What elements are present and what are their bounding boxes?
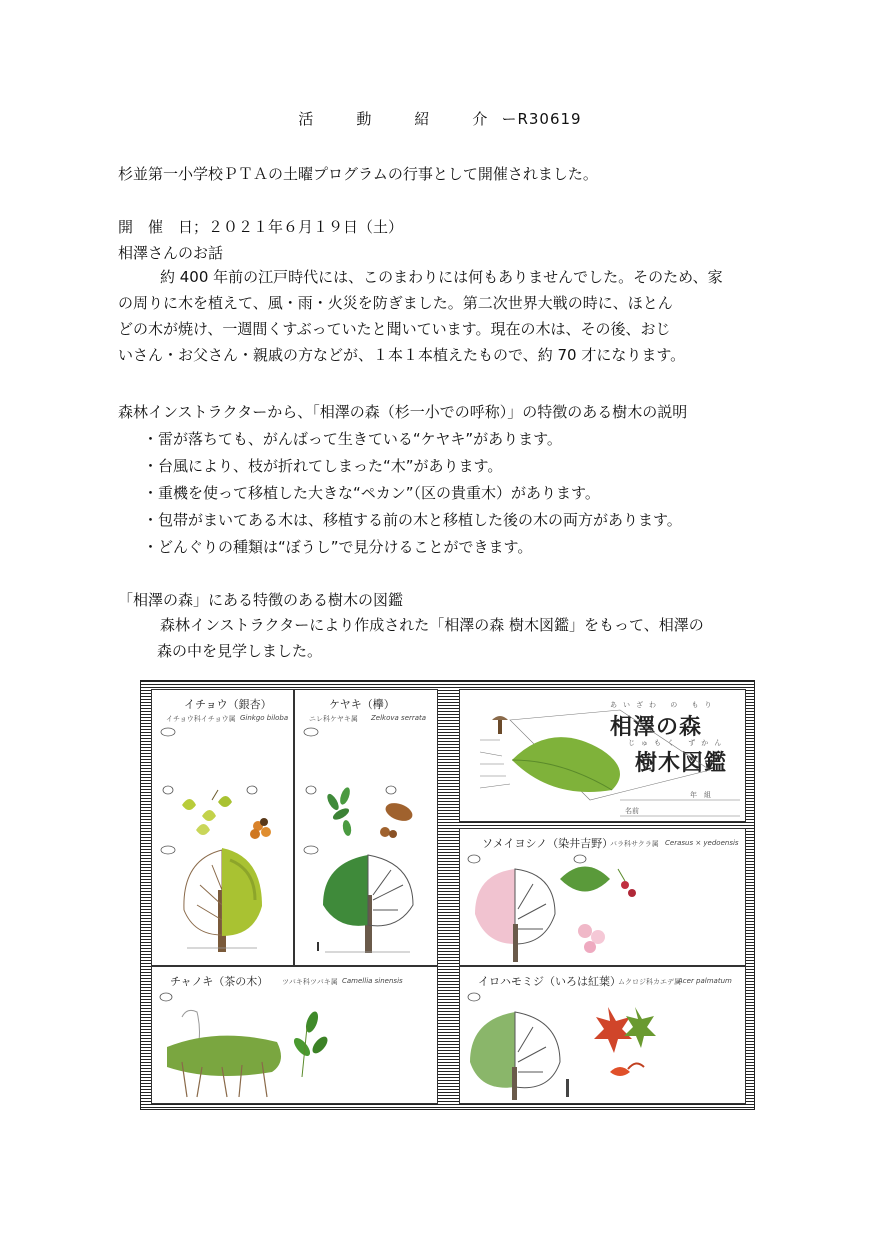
bullet-item: ・雷が落ちても、がんばって生きている“ケヤキ”があります。 <box>143 430 562 448</box>
panel-cherry <box>459 828 746 966</box>
intro-text: 杉並第一小学校ＰＴＡの土曜プログラムの行事として開催されました。 <box>118 165 598 183</box>
section1-heading: 相澤さんのお話 <box>118 244 224 262</box>
panel-family: イチョウ科イチョウ属 <box>166 715 236 723</box>
tree-guide-plate <box>140 680 755 1110</box>
date-line: 開 催 日；２０２１年６月１９日（土） <box>118 218 404 236</box>
cover-subtitle: 樹木図鑑 <box>635 750 728 776</box>
ginkgo-illustration <box>152 690 294 966</box>
panel-maple <box>459 966 746 1104</box>
panel-cover <box>459 689 746 822</box>
section3-line: 森の中を見学しました。 <box>157 642 323 660</box>
panel-tea <box>151 966 438 1104</box>
cover-leaf-illustration <box>460 690 746 822</box>
zelkova-illustration <box>295 690 438 966</box>
section1-line: いさん・お父さん・親戚の方などが、１本１本植えたもので、約 70 才になります。 <box>118 346 686 364</box>
section1-line: どの木が焼け、一週間くすぶっていたと聞いています。現在の木は、その後、おじ <box>118 320 671 338</box>
section3-line: 森林インストラクターにより作成された「相澤の森 樹木図鑑」をもって、相澤の <box>160 616 704 634</box>
panel-scientific-name: Camellia sinensis <box>342 977 403 985</box>
panel-scientific-name: Cerasus × yedoensis <box>665 839 739 847</box>
panel-title: ケヤキ（欅） <box>329 698 395 711</box>
bullet-item: ・台風により、枝が折れてしまった“木”があります。 <box>143 457 503 475</box>
bullet-item: ・包帯がまいてある木は、移植する前の木と移植した後の木の両方があります。 <box>143 511 682 529</box>
cherry-illustration <box>460 829 746 966</box>
cover-furigana: あいざわ の もり <box>610 701 718 709</box>
panel-scientific-name: Acer palmatum <box>678 977 732 985</box>
tea-illustration <box>152 967 438 1104</box>
panel-zelkova <box>294 689 438 966</box>
panel-scientific-name: Zelkova serrata <box>371 714 427 722</box>
panel-family: ムクロジ科カエデ属 <box>618 978 681 986</box>
panel-family: ニレ科ケヤキ属 <box>309 715 358 723</box>
title-main: 活 動 紹 介 <box>298 110 502 128</box>
cover-title: 相澤の森 <box>610 714 703 740</box>
panel-scientific-name: Ginkgo biloba <box>240 714 289 722</box>
panel-family: バラ科サクラ属 <box>610 840 659 848</box>
page-title <box>0 110 880 128</box>
section1-line: の周りに木を植えて、風・雨・火災を防ぎました。第二次世界大戦の時に、ほとん <box>118 294 673 312</box>
cover-furigana: じゅもく ずかん <box>628 739 728 747</box>
section2-heading: 森林インストラクターから、「相澤の森（杉一小での呼称）」の特徴のある樹木の説明 <box>118 403 688 421</box>
section1-line: 約 400 年前の江戸時代には、このまわりには何もありませんでした。そのため、家 <box>160 268 723 286</box>
section3-body <box>157 612 760 664</box>
panel-title: チャノキ（茶の木） <box>170 975 269 988</box>
bullet-item: ・どんぐりの種類は“ぼうし”で見分けることができます。 <box>143 538 533 556</box>
panel-ginkgo <box>151 689 294 966</box>
panel-title: イロハモミジ（いろは紅葉） <box>478 975 621 988</box>
cover-class: 年 組 <box>690 791 711 799</box>
section3-heading: 「相澤の森」にある特徴のある樹木の図鑑 <box>118 591 404 609</box>
panel-title: イチョウ（銀杏） <box>184 698 272 711</box>
maple-illustration <box>460 967 746 1104</box>
panel-title: ソメイヨシノ（染井吉野） <box>482 837 614 850</box>
bullet-item: ・重機を使って移植した大きな“ペカン”（区の貴重木）があります。 <box>143 484 600 502</box>
cover-name: 名前 <box>625 807 639 815</box>
section1-body <box>118 264 760 368</box>
title-code: ーR30619 <box>501 110 582 128</box>
panel-family: ツバキ科ツバキ属 <box>282 978 338 986</box>
